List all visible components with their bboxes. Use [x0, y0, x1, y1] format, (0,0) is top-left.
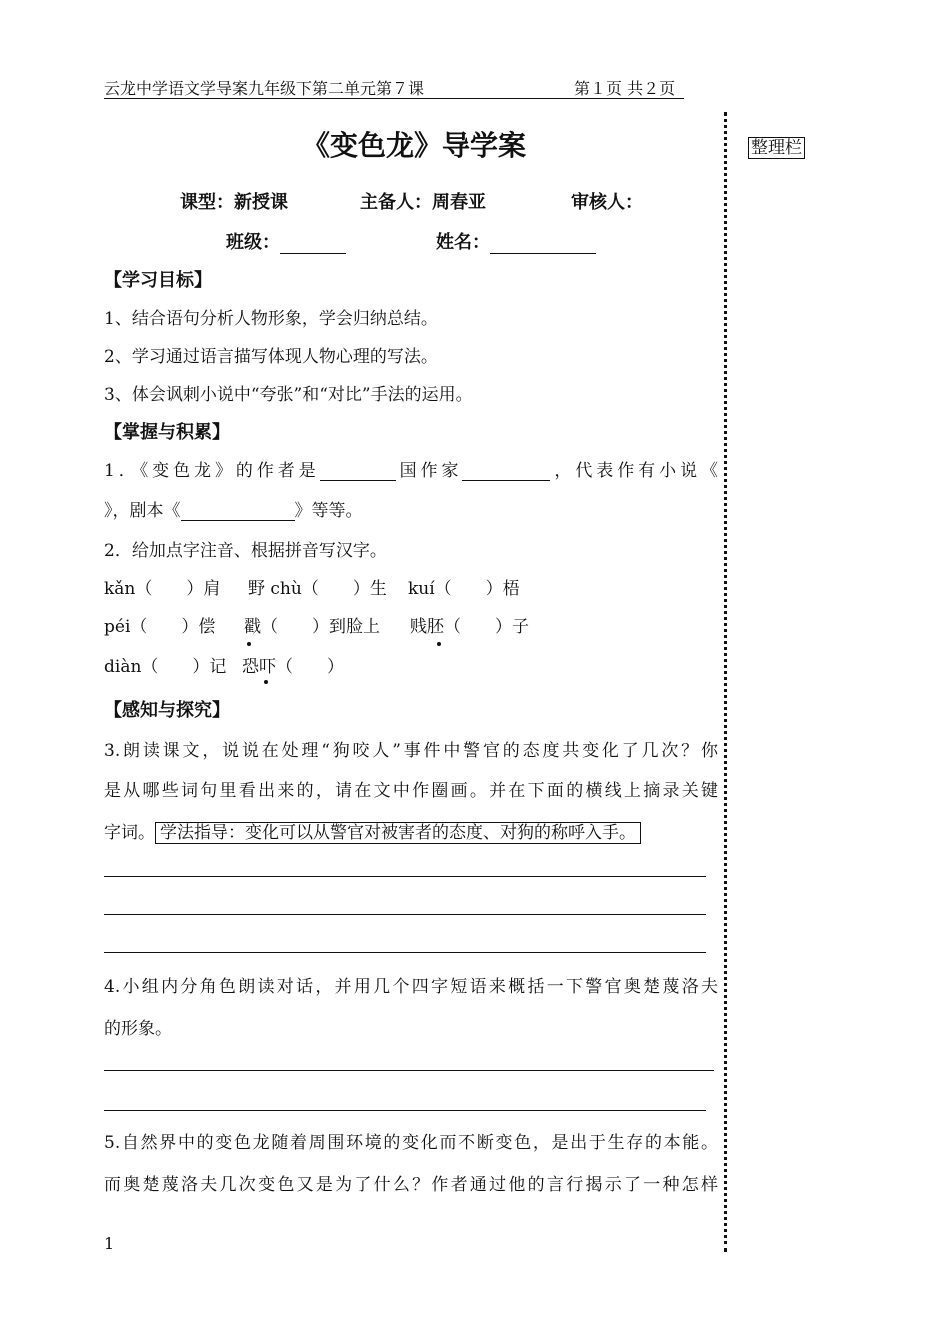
- sidebar-notes-label: 整理栏: [748, 137, 805, 159]
- question-4-line: 4.小组内分角色朗读对话，并用几个四字短语来概括一下警官奥楚蔑洛夫: [104, 977, 718, 997]
- method-tip-box: 学法指导：变化可以从警官对被害者的态度、对狗的称呼入手。: [155, 822, 641, 844]
- pinyin-item: 戳（ ）到脸上: [244, 617, 380, 637]
- q1-text-d: 》，剧本《: [104, 501, 181, 521]
- pinyin-item: 贱胚（ ）子: [410, 617, 529, 637]
- q1-text-b: 国作家: [395, 461, 463, 481]
- page-title: 《变色龙》导学案: [301, 129, 526, 162]
- lesson-type: 课型：新授课: [180, 192, 288, 213]
- country-blank[interactable]: [462, 462, 550, 481]
- pinyin-item: 野 chù（ ）生: [248, 579, 387, 599]
- goal-item: 3、体会讽刺小说中“夸张”和“对比”手法的运用。: [104, 385, 473, 405]
- question-5-line: 而奥楚蔑洛夫几次变色又是为了什么？作者通过他的言行揭示了一种怎样: [104, 1175, 718, 1195]
- page-number: 1: [104, 1234, 115, 1253]
- q1-text-c: ，代表作有小说《: [550, 461, 719, 481]
- header-page-info: 第１页 共２页: [574, 79, 676, 98]
- question-3-line: 是从哪些词句里看出来的，请在文中作圈画。并在下面的横线上摘录关键: [104, 781, 718, 801]
- answer-line[interactable]: [104, 1110, 706, 1111]
- pinyin-item: kuí（ ）梧: [408, 579, 520, 599]
- goal-item: 2、学习通过语言描写体现人物心理的写法。: [104, 347, 438, 367]
- class-field[interactable]: [226, 228, 346, 254]
- pinyin-item: 恐吓（ ）: [242, 657, 344, 677]
- pinyin-item: diàn（ ）记: [104, 657, 227, 677]
- q1-text-e: 》等等。: [294, 501, 363, 521]
- mastery-heading: 【掌握与积累】: [104, 422, 230, 443]
- emphasis-dot: [247, 642, 251, 646]
- question-1-line-1: [104, 456, 718, 481]
- header-course-info: 云龙中学语文学导案九年级下第二单元第７课: [104, 79, 425, 98]
- class-label: 班级：: [226, 232, 280, 253]
- pinyin-item: péi（ ）偿: [104, 617, 216, 637]
- question-1-line-2: [104, 496, 363, 521]
- name-field[interactable]: [436, 228, 596, 254]
- answer-line[interactable]: [104, 914, 706, 915]
- question-5-line: 5.自然界中的变色龙随着周围环境的变化而不断变色，是出于生存的本能。: [104, 1133, 718, 1153]
- preparer: 主备人：周春亚: [360, 192, 486, 213]
- goal-item: 1、结合语句分析人物形象，学会归纳总结。: [104, 309, 438, 329]
- pinyin-item: kǎn（ ）肩: [104, 579, 221, 599]
- question-4-line: 的形象。: [104, 1019, 172, 1039]
- pinyin-row: [104, 612, 529, 637]
- pinyin-row: [104, 652, 344, 677]
- question-2: 2．给加点字注音、根据拼音写汉字。: [104, 541, 387, 561]
- q1-text-a: 1．《变色龙》的作者是: [104, 461, 320, 481]
- answer-line[interactable]: [104, 876, 706, 877]
- explore-heading: 【感知与探究】: [104, 700, 230, 721]
- play-blank[interactable]: [181, 502, 295, 521]
- reviewer: 审核人：: [571, 192, 643, 213]
- header-rule: [104, 98, 684, 99]
- name-blank[interactable]: [490, 235, 596, 254]
- margin-dotted-line: [724, 112, 727, 1252]
- goals-heading: 【学习目标】: [104, 270, 212, 291]
- name-label: 姓名：: [436, 232, 490, 253]
- question-3-line: 3.朗读课文，说说在处理“狗咬人”事件中警官的态度共变化了几次？你: [104, 741, 718, 761]
- class-blank[interactable]: [280, 235, 346, 254]
- answer-line[interactable]: [104, 1070, 714, 1071]
- answer-line[interactable]: [104, 952, 706, 953]
- emphasis-dot: [264, 680, 268, 684]
- pinyin-row: [104, 574, 520, 599]
- emphasis-dot: [437, 642, 441, 646]
- question-3-line: [104, 818, 641, 843]
- author-blank[interactable]: [320, 462, 396, 481]
- q3-tail: 字词。: [104, 823, 155, 843]
